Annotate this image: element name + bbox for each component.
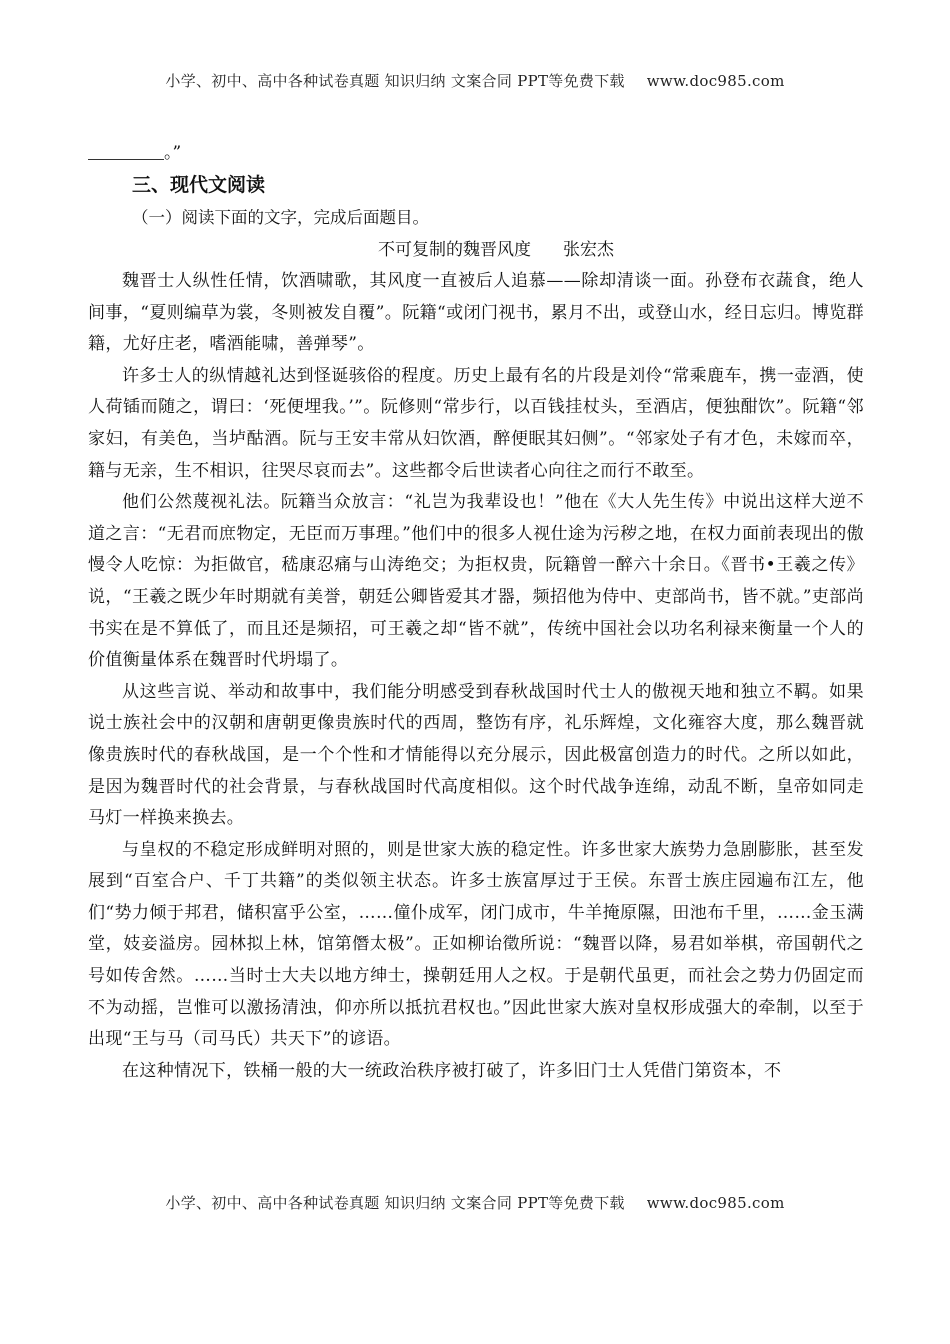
article-title: 不可复制的魏晋风度 [378, 240, 531, 260]
header-url[interactable]: www.doc985.com [646, 72, 785, 90]
article-author: 张宏杰 [563, 240, 614, 260]
article-paragraph: 魏晋士人纵性任情，饮酒啸歌，其风度一直被后人追慕——除却清谈一面。孙登布衣蔬食，绝人间事，“夏则编草为裳，冬则被发自覆”。阮籍“或闭门视书，累月不出，或登山水，经日忘归。博览群籍，尤好庄老，嗜酒能啸，善弹琴”。 [88, 271, 864, 355]
header-text: 小学、初中、高中各种试卷真题 知识归纳 文案合同 PPT等免费下载 [165, 72, 625, 90]
page-header [0, 70, 950, 91]
page-footer [0, 1192, 950, 1213]
previous-question-tail [88, 138, 864, 168]
article-paragraph: 与皇权的不稳定形成鲜明对照的，则是世家大族的稳定性。许多世家大族势力急剧膨胀，甚至发展到“百室合户、千丁共籍”的类似领主状态。许多士族富厚过于王侯。东晋士族庄园遍布江左，他们“势力倾于邦君，储积富乎公室，……僮仆成军，闭门成市，牛羊掩原隰，田池布千里，……金玉满堂，妓妾溢房。园林拟上林，馆第僭太极”。正如柳诒徵所说：“魏晋以降，易君如举棋，帝国朝代之号如传舍然。……当时士大夫以地方绅士，操朝廷用人之权。于是朝代虽更，而社会之势力仍固定而不为动摇，岂惟可以激扬清浊，仰亦所以抵抗君权也。”因此世家大族对皇权形成强大的牵制，以至于出现“王与马（司马氏）共天下”的谚语。 [88, 839, 864, 1050]
footer-text: 小学、初中、高中各种试卷真题 知识归纳 文案合同 PPT等免费下载 [165, 1194, 625, 1212]
article-paragraph: 他们公然蔑视礼法。阮籍当众放言：“礼岂为我辈设也！”他在《大人先生传》中说出这样大逆不道之言：“无君而庶物定，无臣而万事理。”他们中的很多人视仕途为污秽之地，在权力面前表现出的傲慢令人吃惊：为拒做官，嵇康忍痛与山涛绝交；为拒权贵，阮籍曾一醉六十余日。《晋书•王羲之传》说，“王羲之既少年时期就有美誉，朝廷公卿皆爱其才器，频招他为侍中、吏部尚书，皆不就。”吏部尚书实在是不算低了，而且还是频招，可王羲之却“皆不就”，传统中国社会以功名利禄来衡量一个人的价值衡量体系在魏晋时代坍塌了。 [88, 492, 864, 671]
article-paragraph: 从这些言说、举动和故事中，我们能分明感受到春秋战国时代士人的傲视天地和独立不羁。如果说士族社会中的汉朝和唐朝更像贵族时代的西周，整饬有序，礼乐辉煌，文化雍容大度，那么魏晋就像贵族时代的春秋战国，是一个个性和才情能得以充分展示，因此极富创造力的时代。之所以如此，是因为魏晋时代的社会背景，与春秋战国时代高度相似。这个时代战争连绵，动乱不断，皇帝如同走马灯一样换来换去。 [88, 681, 864, 829]
article-heading [88, 234, 864, 266]
article-paragraph: 在这种情况下，铁桶一般的大一统政治秩序被打破了，许多旧门士人凭借门第资本，不 [122, 1060, 782, 1081]
blank-tail-text: 。” [164, 143, 182, 163]
section-instruction: （一）阅读下面的文字，完成后面题目。 [132, 208, 429, 227]
answer-blank [88, 141, 164, 160]
footer-url[interactable]: www.doc985.com [646, 1194, 785, 1212]
article-paragraph: 许多士人的纵情越礼达到怪诞骇俗的程度。历史上最有名的片段是刘伶“常乘鹿车，携一壶酒，使人荷锸而随之，谓曰：‘死便埋我。’”。阮修则“常步行，以百钱挂杖头，至酒店，便独酣饮”。阮籍“邻家妇，有美色，当垆酤酒。阮与王安丰常从妇饮酒，醉便眠其妇侧”。“邻家处子有才色，未嫁而卒，籍与无亲，生不相识，往哭尽哀而去”。这些都令后世读者心向往之而行不敢至。 [88, 365, 864, 481]
page-content [88, 138, 864, 1087]
section-title: 三、现代文阅读 [132, 174, 266, 196]
